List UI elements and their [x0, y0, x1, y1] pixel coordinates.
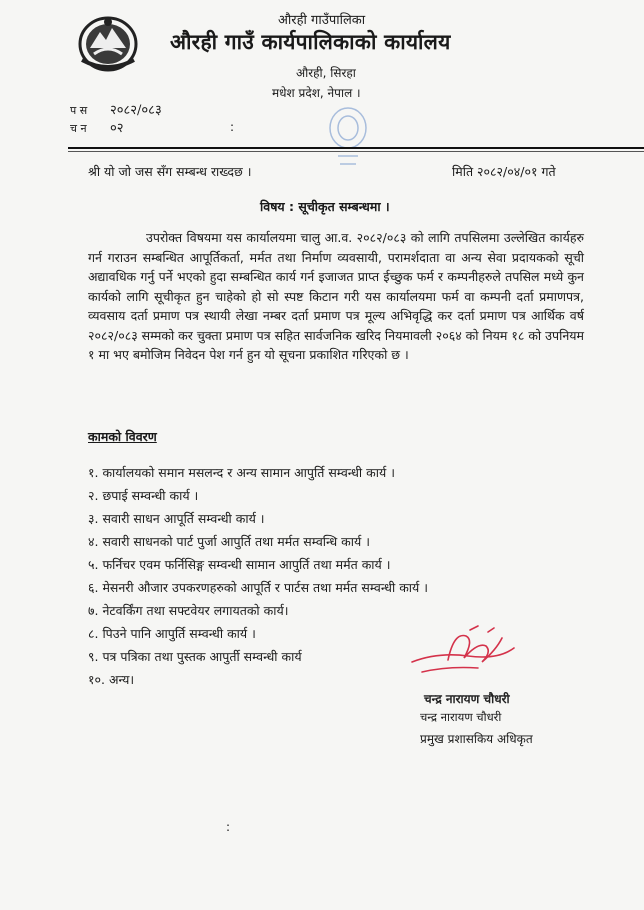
signature-icon: [408, 622, 518, 684]
office-stamp-icon: [318, 98, 378, 178]
work-heading: कामको विवरण: [88, 429, 157, 444]
municipality-name: औरही गाउँपालिका: [278, 13, 366, 28]
ps-value: २०८२/०८३: [110, 103, 162, 118]
ps-label: प स: [70, 104, 88, 117]
address-line-2: मधेश प्रदेश, नेपाल ।: [272, 86, 361, 100]
nepal-emblem-icon: [76, 14, 140, 72]
list-item: ८. पिउने पानि आपुर्ति सम्वन्धी कार्य ।: [88, 626, 256, 641]
letter-body: उपरोक्त विषयमा यस कार्यालयमा चालु आ.व. २०८२/०८३ को लागि तपसिलमा उल्लेखित कार्यहरु गर्न गराउन सम्बन्धित आपूर्तिकर्ता, मर्मत तथा निर्माण व्यवसायी, परामर्शदाता वा अन्य सेवा प्रदायकको सूची अद्यावधिक गर्नु पर्ने भएको हुदा सम्बन्धित कार्य गर्न इजाजत प्राप्त ईच्छुक फर्म र कम्पनीहरुले तपसिल मध्ये कुन कार्यको लागि सूचीकृत हुन चाहेको हो सो स्पष्ट किटान गरी यस कार्यालयमा फर्म वा कम्पनी दर्ता प्रमाणपत्र, व्यवसाय दर्ता प्रमाण पत्र स्थायी लेखा नम्बर दर्ता प्रमाण पत्र मूल्य अभिवृद्धि कर दर्ता प्रमाण पत्र आर्थिक वर्ष २०८२/०८३ सम्मको कर चुक्ता प्रमाण पत्र सहित सार्वजनिक खरिद नियमावली २०६४ को नियम १८ को उपनियम १ मा भए बमोजिम निवेदन पेश गर्न हुन यो सूचना प्रकाशित गरिएको छ ।: [88, 230, 584, 362]
list-item: १०. अन्य।: [88, 672, 135, 687]
signatory-name: चन्द्र नारायण चौधरी: [424, 692, 510, 706]
list-item: ४. सवारी साधनको पार्ट पुर्जा आपुर्ति तथा मर्मत सम्वन्धि कार्य ।: [88, 534, 370, 549]
list-item: ५. फर्निचर एवम फर्निसिङ्ग सम्वन्धी सामान आपुर्ति तथा मर्मत कार्य ।: [88, 557, 391, 572]
recipient-line: श्री यो जो जस सँग सम्बन्ध राख्दछ ।: [88, 164, 252, 179]
reference-ps: [70, 100, 162, 118]
cn-label: च न: [70, 122, 87, 135]
list-item: ९. पत्र पत्रिका तथा पुस्तक आपुर्ती सम्वन्धी कार्य: [88, 649, 302, 664]
office-title: औरही गाउँ कार्यपालिकाको कार्यालय: [170, 30, 451, 54]
list-item: ६. मेसनरी औजार उपकरणहरुको आपूर्ति र पार्टस तथा मर्मत सम्वन्धी कार्य ।: [88, 580, 428, 595]
work-list: [88, 461, 428, 691]
letter-subject: विषय : सूचीकृत सम्बन्धमा ।: [260, 199, 390, 214]
list-item: २. छपाई सम्वन्धी कार्य ।: [88, 488, 199, 503]
signatory-name-stamp: चन्द्र नारायण चौधरी: [420, 710, 502, 724]
list-item: १. कार्यालयको समान मसलन्द र अन्य सामान आपुर्ति सम्वन्धी कार्य ।: [88, 465, 395, 480]
reference-mark: :: [230, 120, 235, 134]
letter-date: मिति २०८२/०४/०१ गते: [452, 164, 556, 179]
cn-value: ०२: [110, 121, 124, 136]
list-item: ३. सवारी साधन आपूर्ति सम्वन्धी कार्य ।: [88, 511, 265, 526]
signatory-title: प्रमुख प्रशासकिय अधिकृत: [420, 732, 533, 746]
header-rule-thin: [68, 151, 644, 152]
address-line-1: औरही, सिरहा: [296, 66, 356, 80]
footer-mark: :: [226, 820, 231, 834]
header-rule: [68, 147, 644, 149]
reference-cn: [70, 118, 124, 136]
list-item: ७. नेटवर्किंग तथा सफ्टवेयर लगायतको कार्य।: [88, 603, 289, 618]
